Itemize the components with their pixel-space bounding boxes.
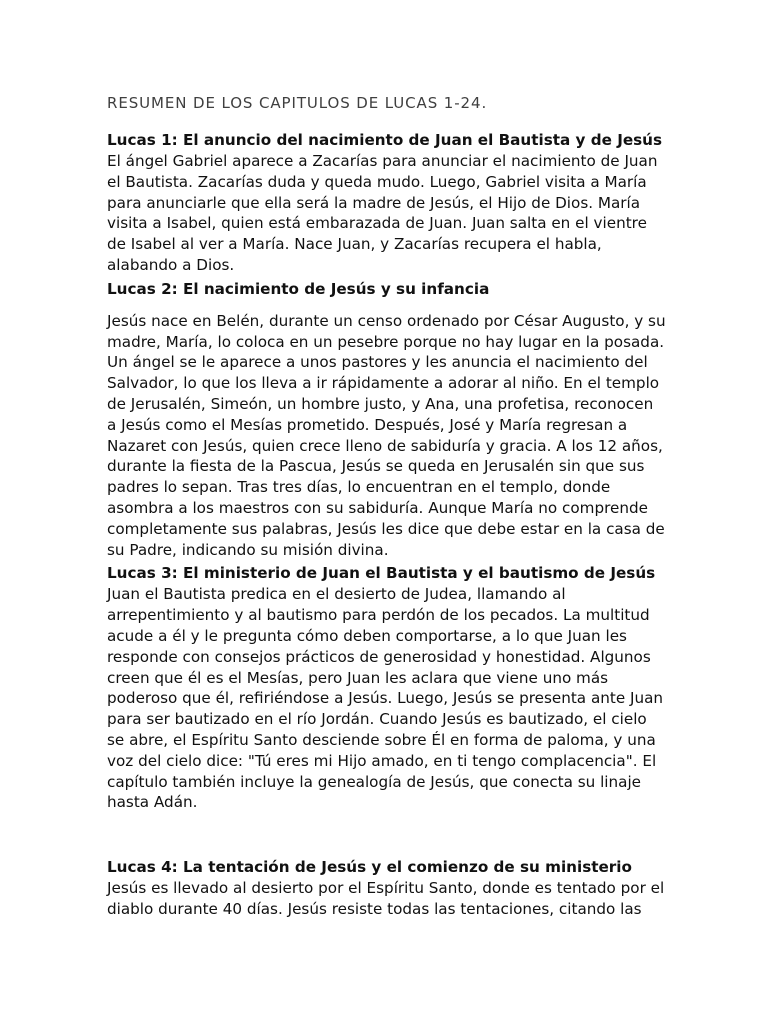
section-heading: Lucas 3: El ministerio de Juan el Bautista y el bautismo de Jesús — [107, 564, 656, 583]
section-paragraph: Jesús nace en Belén, durante un censo ordenado por César Augusto, y su madre, María, lo coloca en un pesebre porque no hay lugar en la posada. Un ángel se le aparece a unos pastores y les anuncia el nacimiento del Salvador, lo que los lleva a ir rápidamente a adorar al niño. En el templo de Jerusalén, Simeón, un hombre justo, y Ana, una profetisa, reconocen a Jesús como el Mesías prometido. Después, José y María regresan a Nazaret con Jesús, quien crece lleno de sabiduría y gracia. A los 12 años, durante la fiesta de la Pascua, Jesús se queda en Jerusalén sin que sus padres lo sepan. Tras tres días, lo encuentran en el templo, donde asombra a los maestros con su sabiduría. Aunque María no comprende completamente sus palabras, Jesús les dice que debe estar en la casa de su Padre, indicando su misión divina. — [107, 311, 666, 559]
section-paragraph: El ángel Gabriel aparece a Zacarías para anunciar el nacimiento de Juan el Bautista. Zacarías duda y queda mudo. Luego, Gabriel visita a María para anunciarle que ella será la madre de Jesús, el Hijo de Dios. María visita a Isabel, quien está embarazada de Juan. Juan salta en el vientre de Isabel al ver a María. Nace Juan, y Zacarías recupera el habla, alabando a Dios. — [107, 152, 658, 274]
section-heading: Lucas 2: El nacimiento de Jesús y su infancia — [107, 279, 490, 298]
document-page — [107, 92, 667, 920]
section-lucas-4 — [107, 857, 667, 920]
section-lucas-1 — [107, 130, 667, 276]
section-lucas-2 — [107, 279, 667, 561]
section-lucas-3 — [107, 563, 667, 813]
section-heading: Lucas 1: El anuncio del nacimiento de Juan el Bautista y de Jesús — [107, 131, 663, 149]
section-heading: Lucas 4: La tentación de Jesús y el comienzo de su ministerio — [107, 858, 632, 877]
section-paragraph: Juan el Bautista predica en el desierto de Judea, llamando al arrepentimiento y al bautismo para perdón de los pecados. La multitud acude a él y le pregunta cómo deben comportarse, a lo que Juan les responde con consejos prácticos de generosidad y honestidad. Algunos creen que él es el Mesías, pero Juan les aclara que viene uno más poderoso que él, refiriéndose a Jesús. Luego, Jesús se presenta ante Juan para ser bautizado en el río Jordán. Cuando Jesús es bautizado, el cielo se abre, el Espíritu Santo desciende sobre Él en forma de paloma, y una voz del cielo dice: "Tú eres mi Hijo amado, en ti tengo complacencia". El capítulo también incluye la genealogía de Jesús, que conecta su linaje hasta Adán. — [107, 585, 664, 812]
document-title: RESUMEN DE LOS CAPITULOS DE LUCAS 1-24. — [107, 94, 488, 112]
section-paragraph: Jesús es llevado al desierto por el Espíritu Santo, donde es tentado por el diablo durante 40 días. Jesús resiste todas las tentaciones, citando las — [107, 879, 665, 918]
